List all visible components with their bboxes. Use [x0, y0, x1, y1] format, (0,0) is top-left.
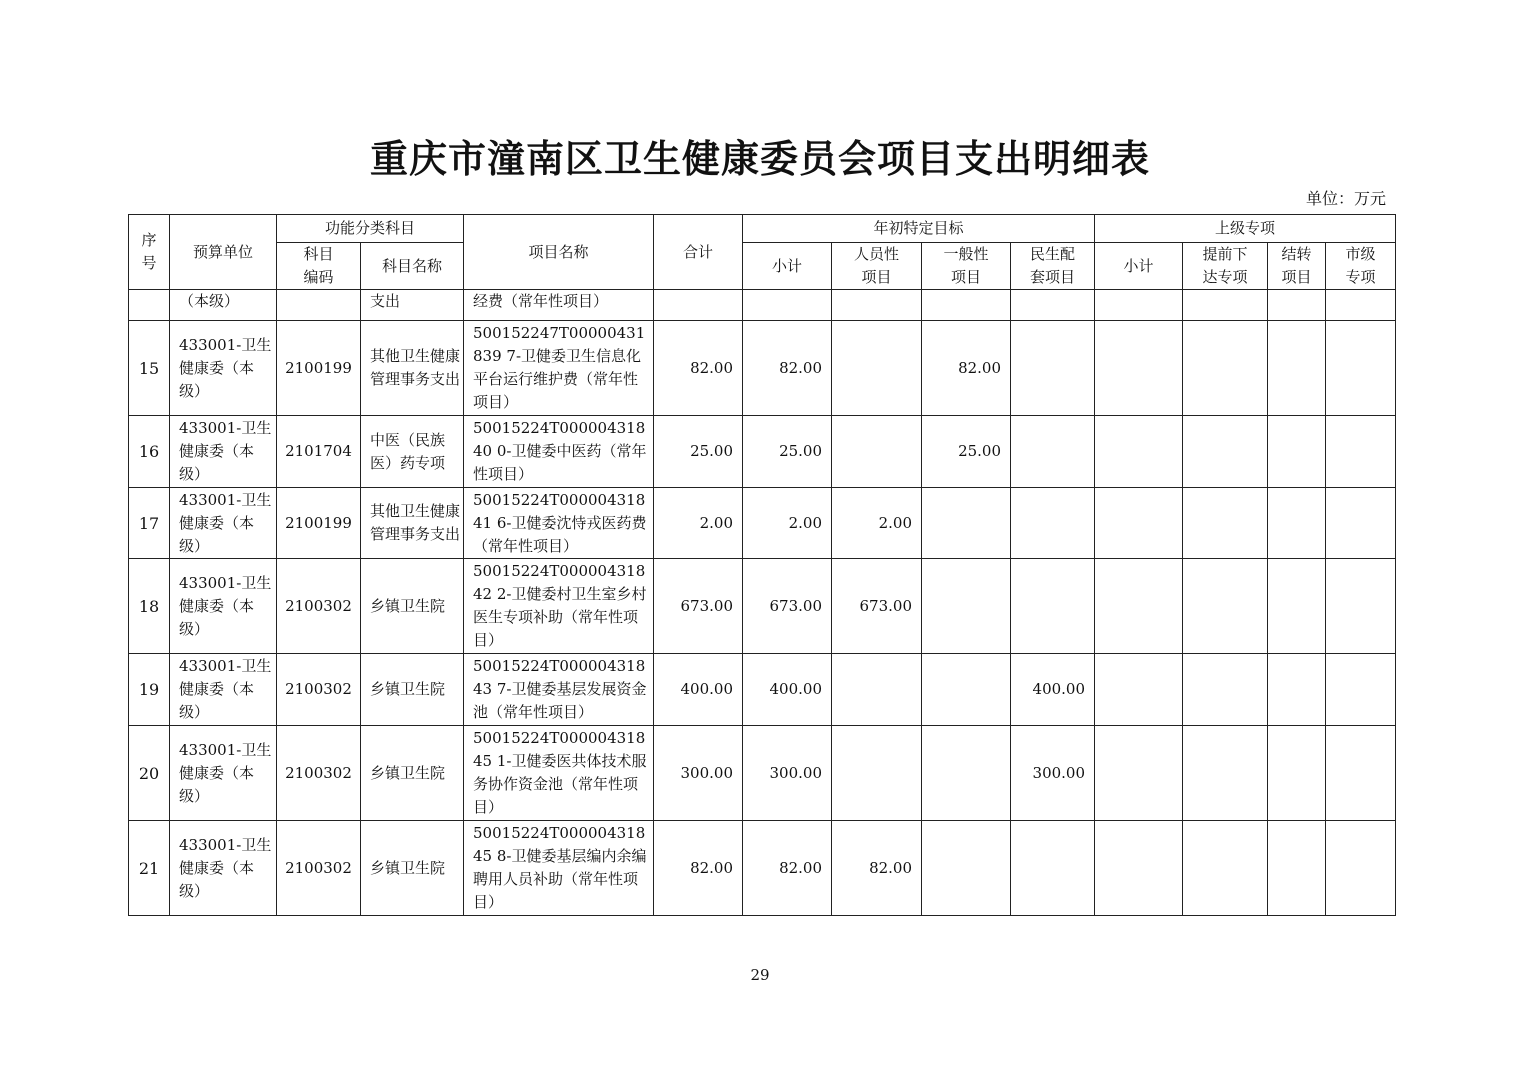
cell-at-general: [922, 654, 1011, 726]
cell-sp-city: [1326, 559, 1396, 654]
cell-project-name: 50015224T00000431843 7-卫健委基层发展资金池（常年性项目）: [464, 654, 654, 726]
cell-subject-code: 2100199: [277, 321, 361, 416]
cell-at-subtotal: 400.00: [743, 654, 832, 726]
cell-at-livelihood: [1011, 821, 1095, 916]
header-project-name: 项目名称: [464, 215, 654, 290]
header-at-livelihood: 民生配套项目: [1011, 243, 1095, 290]
cell-project-name: 50015224T00000431841 6-卫健委沈恃戎医药费（常年性项目）: [464, 488, 654, 559]
table-row: [129, 321, 1396, 416]
cell-sp-city: [1326, 488, 1396, 559]
cell-total: 400.00: [654, 654, 743, 726]
cell-subject-name: 其他卫生健康管理事务支出: [361, 321, 464, 416]
header-subject-code: 科目编码: [277, 243, 361, 290]
header-at-subtotal: 小计: [743, 243, 832, 290]
cell-subject-code: 2100302: [277, 821, 361, 916]
cell-budget-unit: 433001-卫生健康委（本级）: [170, 488, 277, 559]
cell-sp-carryover: [1268, 821, 1326, 916]
page-number: 29: [750, 966, 770, 984]
cell-sp-subtotal: [1095, 654, 1183, 726]
cell-sp-advance: [1183, 321, 1268, 416]
cell-total: 82.00: [654, 821, 743, 916]
cell-at-livelihood: 300.00: [1011, 726, 1095, 821]
cell-sp-carryover: [1268, 559, 1326, 654]
cell-budget-unit: 433001-卫生健康委（本级）: [170, 559, 277, 654]
cell-subject-code: 2101704: [277, 416, 361, 488]
cell-at-general: [922, 726, 1011, 821]
cell-sp-city: [1326, 290, 1396, 321]
cell-at-personnel: [832, 654, 922, 726]
cell-sp-advance: [1183, 290, 1268, 321]
cell-sp-carryover: [1268, 488, 1326, 559]
cell-subject-name: 乡镇卫生院: [361, 726, 464, 821]
cell-sp-carryover: [1268, 321, 1326, 416]
page-title: 重庆市潼南区卫生健康委员会项目支出明细表: [369, 136, 1150, 181]
cell-seq: 17: [129, 488, 170, 559]
cell-at-general: 82.00: [922, 321, 1011, 416]
cell-at-subtotal: 673.00: [743, 559, 832, 654]
cell-at-general: 25.00: [922, 416, 1011, 488]
cell-at-general: [922, 488, 1011, 559]
cell-subject-name: 乡镇卫生院: [361, 654, 464, 726]
cell-budget-unit: （本级）: [170, 290, 277, 321]
table-row: [129, 726, 1396, 821]
cell-project-name: 500152247T00000431839 7-卫健委卫生信息化平台运行维护费（常年性项目）: [464, 321, 654, 416]
table-row-continuation: [129, 290, 1396, 321]
cell-at-subtotal: 82.00: [743, 321, 832, 416]
cell-subject-code: 2100302: [277, 726, 361, 821]
table-row: [129, 559, 1396, 654]
cell-subject-name: 乡镇卫生院: [361, 559, 464, 654]
cell-at-livelihood: 400.00: [1011, 654, 1095, 726]
cell-at-personnel: 2.00: [832, 488, 922, 559]
cell-sp-advance: [1183, 654, 1268, 726]
header-at-personnel: 人员性项目: [832, 243, 922, 290]
cell-total: 300.00: [654, 726, 743, 821]
cell-at-subtotal: 25.00: [743, 416, 832, 488]
cell-sp-advance: [1183, 726, 1268, 821]
cell-sp-subtotal: [1095, 559, 1183, 654]
table-row: [129, 488, 1396, 559]
cell-sp-city: [1326, 321, 1396, 416]
cell-subject-code: 2100199: [277, 488, 361, 559]
cell-project-name: 50015224T00000431840 0-卫健委中医药（常年性项目）: [464, 416, 654, 488]
cell-at-subtotal: 82.00: [743, 821, 832, 916]
cell-subject-name: 其他卫生健康管理事务支出: [361, 488, 464, 559]
cell-at-personnel: 82.00: [832, 821, 922, 916]
table-row: [129, 416, 1396, 488]
cell-total: 82.00: [654, 321, 743, 416]
cell-at-livelihood: [1011, 559, 1095, 654]
project-expenditure-table: [128, 214, 1396, 916]
cell-sp-subtotal: [1095, 321, 1183, 416]
cell-at-general: [922, 559, 1011, 654]
header-superior-special: 上级专项: [1095, 215, 1396, 243]
cell-subject-name: 支出: [361, 290, 464, 321]
cell-at-general: [922, 821, 1011, 916]
cell-at-general: [922, 290, 1011, 321]
cell-sp-city: [1326, 821, 1396, 916]
cell-seq: 15: [129, 321, 170, 416]
cell-subject-code: [277, 290, 361, 321]
cell-sp-advance: [1183, 488, 1268, 559]
header-sp-advance: 提前下达专项: [1183, 243, 1268, 290]
header-seq: 序号: [129, 215, 170, 290]
cell-sp-city: [1326, 654, 1396, 726]
cell-seq: 21: [129, 821, 170, 916]
cell-subject-code: 2100302: [277, 559, 361, 654]
cell-sp-advance: [1183, 559, 1268, 654]
cell-at-livelihood: [1011, 290, 1095, 321]
cell-at-personnel: [832, 416, 922, 488]
cell-seq: 20: [129, 726, 170, 821]
cell-at-personnel: [832, 321, 922, 416]
cell-at-subtotal: 2.00: [743, 488, 832, 559]
header-subject-name: 科目名称: [361, 243, 464, 290]
cell-seq: 18: [129, 559, 170, 654]
cell-budget-unit: 433001-卫生健康委（本级）: [170, 821, 277, 916]
table-row: [129, 821, 1396, 916]
header-budget-unit: 预算单位: [170, 215, 277, 290]
cell-sp-city: [1326, 726, 1396, 821]
cell-seq: 19: [129, 654, 170, 726]
header-sp-subtotal: 小计: [1095, 243, 1183, 290]
cell-at-subtotal: 300.00: [743, 726, 832, 821]
cell-budget-unit: 433001-卫生健康委（本级）: [170, 416, 277, 488]
cell-budget-unit: 433001-卫生健康委（本级）: [170, 321, 277, 416]
header-func-class: 功能分类科目: [277, 215, 464, 243]
cell-total: 673.00: [654, 559, 743, 654]
cell-total: 2.00: [654, 488, 743, 559]
header-at-general: 一般性项目: [922, 243, 1011, 290]
cell-sp-subtotal: [1095, 488, 1183, 559]
cell-sp-subtotal: [1095, 290, 1183, 321]
header-annual-target: 年初特定目标: [743, 215, 1095, 243]
cell-seq: [129, 290, 170, 321]
table-row: [129, 654, 1396, 726]
cell-sp-carryover: [1268, 290, 1326, 321]
cell-at-personnel: [832, 290, 922, 321]
cell-sp-city: [1326, 416, 1396, 488]
header-sp-carryover: 结转项目: [1268, 243, 1326, 290]
cell-total: [654, 290, 743, 321]
header-sp-city: 市级专项: [1326, 243, 1396, 290]
cell-sp-subtotal: [1095, 416, 1183, 488]
cell-project-name: 50015224T00000431845 1-卫健委医共体技术服务协作资金池（常年性项目）: [464, 726, 654, 821]
unit-label: 单位：万元: [1305, 189, 1386, 208]
cell-subject-name: 中医（民族医）药专项: [361, 416, 464, 488]
cell-sp-advance: [1183, 416, 1268, 488]
cell-project-name: 经费（常年性项目）: [464, 290, 654, 321]
cell-sp-carryover: [1268, 654, 1326, 726]
cell-at-livelihood: [1011, 488, 1095, 559]
cell-sp-carryover: [1268, 416, 1326, 488]
cell-subject-code: 2100302: [277, 654, 361, 726]
cell-at-subtotal: [743, 290, 832, 321]
cell-seq: 16: [129, 416, 170, 488]
cell-sp-advance: [1183, 821, 1268, 916]
cell-at-livelihood: [1011, 321, 1095, 416]
cell-at-personnel: [832, 726, 922, 821]
cell-subject-name: 乡镇卫生院: [361, 821, 464, 916]
cell-at-personnel: 673.00: [832, 559, 922, 654]
cell-at-livelihood: [1011, 416, 1095, 488]
cell-budget-unit: 433001-卫生健康委（本级）: [170, 654, 277, 726]
header-total: 合计: [654, 215, 743, 290]
cell-project-name: 50015224T00000431845 8-卫健委基层编内余编聘用人员补助（常年性项目）: [464, 821, 654, 916]
cell-sp-subtotal: [1095, 821, 1183, 916]
cell-sp-subtotal: [1095, 726, 1183, 821]
cell-budget-unit: 433001-卫生健康委（本级）: [170, 726, 277, 821]
cell-total: 25.00: [654, 416, 743, 488]
cell-project-name: 50015224T00000431842 2-卫健委村卫生室乡村医生专项补助（常年性项目）: [464, 559, 654, 654]
cell-sp-carryover: [1268, 726, 1326, 821]
